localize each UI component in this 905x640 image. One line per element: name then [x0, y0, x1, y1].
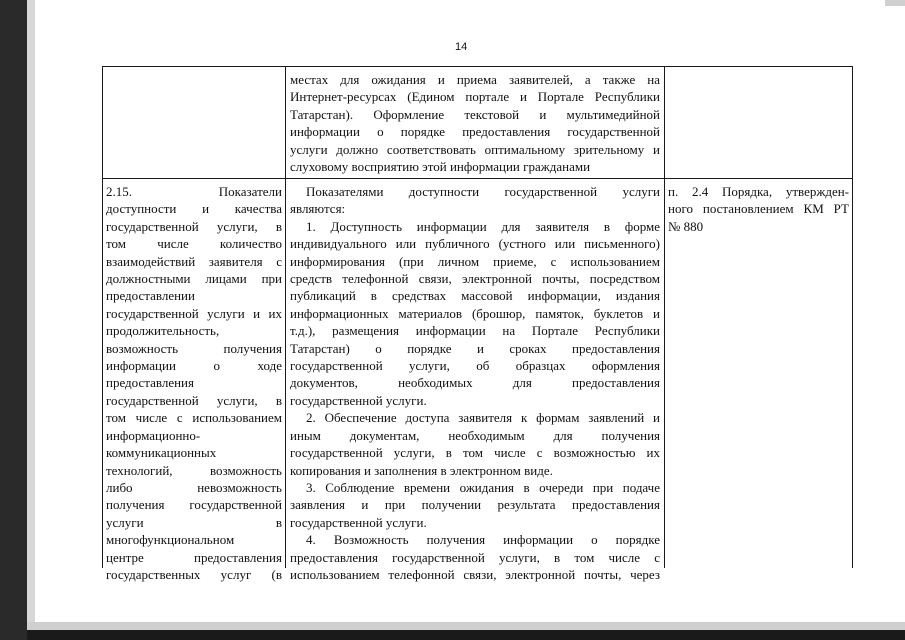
- legal-basis-cell: [668, 183, 849, 235]
- text-line: копирования и заполнения в электронном виде.: [290, 462, 553, 478]
- text-line: доступности и качества: [106, 201, 282, 217]
- scan-shadow-left: [0, 0, 27, 640]
- text-line: 4. Возможность получения информации о порядке: [306, 532, 660, 548]
- text-line: п. 2.4 Порядка, утвержден-: [668, 184, 849, 199]
- text-line: № 880: [668, 218, 704, 234]
- text-line: Показателями доступности государственной услуги: [306, 184, 660, 199]
- text-line: государственной услуги, в: [106, 392, 282, 408]
- text-line: продолжительность,: [106, 323, 220, 339]
- text-line: иным документам, необходимым для получения: [290, 427, 660, 443]
- text-line: заявления и при получении результата предоставления: [290, 497, 660, 513]
- text-line: Татарстан) о порядке и сроках предоставления: [290, 340, 660, 356]
- text-line: слуховому восприятию этой информации гражданами: [290, 159, 591, 175]
- text-line: государственной услуги и их: [106, 305, 282, 321]
- text-line: индивидуального или публичного (устного или письменного): [290, 236, 660, 252]
- column-divider-1: [285, 66, 286, 568]
- text-line: получения государственной: [106, 497, 282, 513]
- text-line: коммуникационных: [106, 445, 217, 461]
- text-line: информации о порядке предоставления государственной: [290, 124, 660, 140]
- text-line: являются:: [290, 201, 346, 217]
- text-line: либо невозможность: [106, 479, 282, 495]
- text-line: предоставления государственной услуги, в том числе с: [290, 549, 660, 565]
- row-divider: [102, 178, 853, 179]
- table-right-border: [852, 66, 853, 568]
- text-line: 3. Соблюдение времени ожидания в очереди при подаче: [306, 479, 660, 495]
- text-line: информирования (при личном приеме, с использованием: [290, 253, 660, 269]
- text-line: публикаций в средствах массовой информации, издания: [290, 288, 660, 304]
- text-line: том числе с использованием: [106, 410, 282, 426]
- text-line: том числе количество: [106, 236, 282, 252]
- scan-edge-bottom: [27, 622, 905, 630]
- text-line: государственной услуги.: [290, 514, 427, 530]
- text-line: 1. Доступность информации для заявителя в форме: [306, 218, 660, 234]
- scan-edge-top-right: [885, 0, 905, 6]
- text-line: многофункциональном: [106, 532, 235, 548]
- text-line: Татарстан). Оформление текстовой и мультимедийной: [290, 106, 660, 122]
- text-line: услуги должно соответствовать оптимальному зрительному и: [290, 141, 660, 157]
- text-line: государственной услуги, в: [106, 218, 282, 234]
- text-line: использованием телефонной связи, электронной почты, через: [290, 566, 660, 582]
- text-line: информационно-: [106, 427, 201, 443]
- continued-row-description: [290, 71, 660, 175]
- text-line: местах для ожидания и приема заявителей, а также на: [290, 72, 660, 87]
- text-line: государственной услуги, об образцах оформления: [290, 358, 660, 374]
- text-line: возможность получения: [106, 340, 282, 356]
- text-line: средств телефонной связи, электронной почты, посредством: [290, 271, 660, 287]
- text-line: государственной услуги, в том числе с возможностью их: [290, 445, 660, 461]
- text-line: государственной услуги.: [290, 392, 427, 408]
- column-divider-2: [664, 66, 665, 568]
- text-line: 2. Обеспечение доступа заявителя к формам заявлений и: [306, 410, 660, 426]
- text-line: государственных услуг (в: [106, 566, 282, 582]
- scan-edge-left: [27, 0, 35, 640]
- text-line: информационных материалов (брошюр, памяток, буклетов и: [290, 305, 660, 321]
- table-left-border: [102, 66, 103, 568]
- text-line: предоставлении: [106, 288, 195, 304]
- text-line: ного постановлением КМ РТ: [668, 201, 849, 217]
- table-top-border: [102, 66, 853, 67]
- text-line: Интернет-ресурсах (Едином портале и Портале Республики: [290, 89, 660, 105]
- requirement-name-cell: [106, 183, 282, 583]
- text-line: должностными лицами при: [106, 271, 282, 287]
- text-line: взаимодействий заявителя с: [106, 253, 282, 269]
- page-number: 14: [455, 41, 468, 53]
- requirement-content-cell: [290, 183, 660, 583]
- text-line: технологий, возможность: [106, 462, 282, 478]
- text-line: 2.15. Показатели: [106, 184, 282, 199]
- text-line: центре предоставления: [106, 549, 282, 565]
- text-line: предоставления: [106, 375, 194, 391]
- text-line: документов, необходимых для предоставления: [290, 375, 660, 391]
- scan-shadow-bottom: [27, 630, 905, 640]
- text-line: информации о ходе: [106, 358, 282, 374]
- text-line: т.д.), размещения информации на Портале Республики: [290, 323, 660, 339]
- text-line: услуги в: [106, 514, 282, 530]
